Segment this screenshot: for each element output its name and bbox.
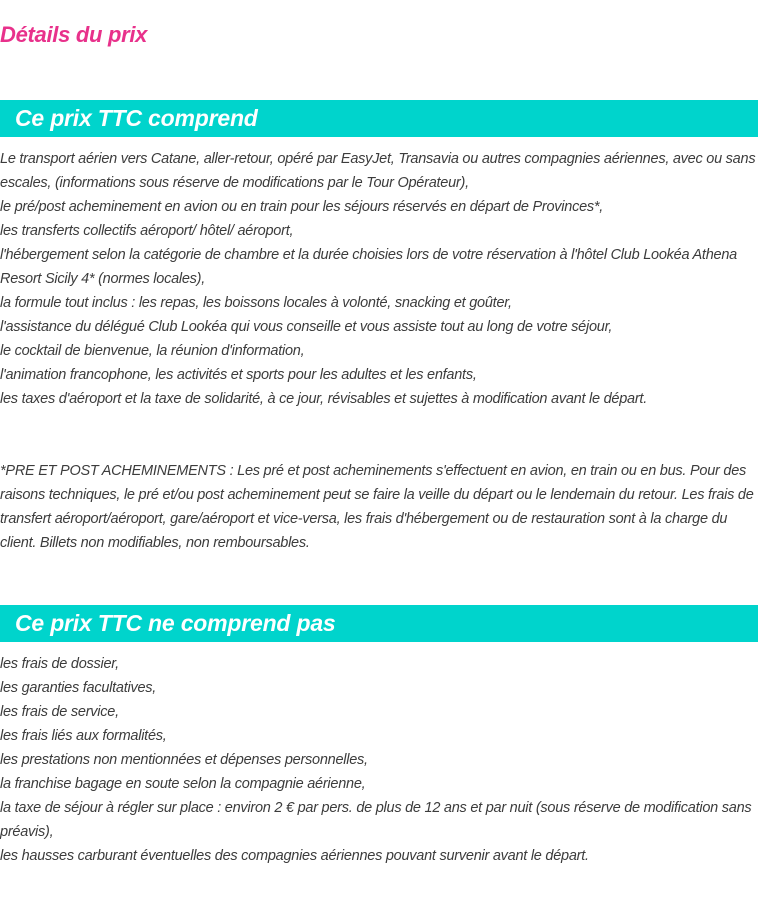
excluded-item: les frais de dossier, bbox=[0, 656, 119, 672]
section-title-included: Ce prix TTC comprend bbox=[15, 105, 258, 131]
included-list bbox=[0, 147, 758, 411]
included-item: le cocktail de bienvenue, la réunion d'information, bbox=[0, 343, 305, 359]
included-item: le pré/post acheminement en avion ou en train pour les séjours réservés en départ de Provinces*, bbox=[0, 199, 604, 215]
included-item: la formule tout inclus : les repas, les boissons locales à volonté, snacking et goûter, bbox=[0, 295, 512, 311]
included-item: l'assistance du délégué Club Lookéa qui vous conseille et vous assiste tout au long de votre séjour, bbox=[0, 319, 613, 335]
excluded-item: les hausses carburant éventuelles des compagnies aériennes pouvant survenir avant le départ. bbox=[0, 848, 589, 864]
page-title: Détails du prix bbox=[0, 22, 148, 47]
excluded-item: les frais liés aux formalités, bbox=[0, 728, 167, 744]
included-item: l'animation francophone, les activités et sports pour les adultes et les enfants, bbox=[0, 367, 477, 383]
excluded-item: la taxe de séjour à régler sur place : environ 2 € par pers. de plus de 12 ans et par nuit (sous réserve de modification sans préavis), bbox=[0, 800, 752, 840]
excluded-item: les frais de service, bbox=[0, 704, 119, 720]
excluded-item: la franchise bagage en soute selon la compagnie aérienne, bbox=[0, 776, 366, 792]
section-header-included bbox=[0, 100, 758, 137]
excluded-item: les prestations non mentionnées et dépenses personnelles, bbox=[0, 752, 368, 768]
included-item: l'hébergement selon la catégorie de chambre et la durée choisies lors de votre réservation à l'hôtel Club Lookéa Athena Resort Sicily 4* (normes locales), bbox=[0, 247, 737, 287]
pre-post-note-text: *PRE ET POST ACHEMINEMENTS : Les pré et post acheminements s'effectuent en avion, en train ou en bus. Pour des raisons techniques, le pré et/ou post acheminement peut se faire la veille du départ ou le lendemain du retour. Les frais de transfert aéroport/aéroport, gare/aéroport et vice-versa, les frais d'hébergement ou de restauration sont à la charge du client. Billets non modifiables, non remboursables. bbox=[0, 463, 754, 551]
included-item: les taxes d'aéroport et la taxe de solidarité, à ce jour, révisables et sujettes à modification avant le départ. bbox=[0, 391, 647, 407]
excluded-list bbox=[0, 652, 758, 868]
section-header-excluded bbox=[0, 605, 758, 642]
included-item: les transferts collectifs aéroport/ hôtel/ aéroport, bbox=[0, 223, 294, 239]
section-title-excluded: Ce prix TTC ne comprend pas bbox=[15, 610, 336, 636]
pre-post-note bbox=[0, 459, 758, 555]
excluded-item: les garanties facultatives, bbox=[0, 680, 157, 696]
included-item: Le transport aérien vers Catane, aller-retour, opéré par EasyJet, Transavia ou autres compagnies aériennes, avec ou sans escales, (informations sous réserve de modifications par le Tour Opérateur), bbox=[0, 151, 756, 191]
